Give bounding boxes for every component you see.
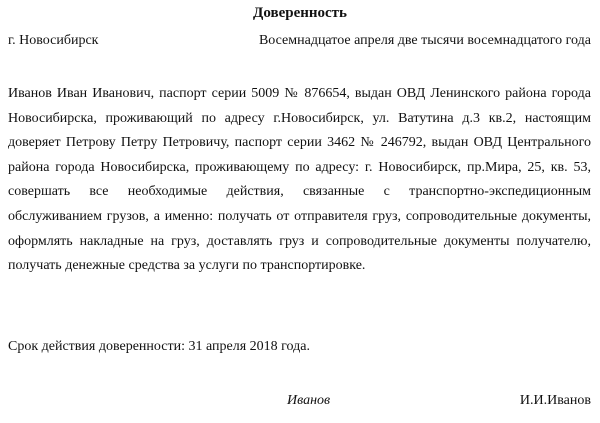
place-date-line <box>8 32 591 50</box>
document-place: г. Новосибирск <box>8 33 99 48</box>
signatory-initials: И.И.Иванов <box>519 393 591 408</box>
validity-period: Срок действия доверенности: 31 апреля 2018 года. <box>8 339 310 354</box>
document-body: Иванов Иван Иванович, паспорт серии 5009 № 876654, выдан ОВД Ленинского района города Новосибирска, проживающий по адресу г.Новосибирск, ул. Ватутина д.3 кв.2, настоящим доверяет Петрову Петру Петровичу, паспорт серии 3462 № 246792, выдан ОВД Центрального района города Новосибирска, проживающему по адресу: г. Новосибирск, пр.Мира, 25, кв. 53, совершать все необходимые действия, связанные с транспортно-экспедиционным обслуживанием грузов, а именно: получать от отправителя груз, сопроводительные документы, оформлять накладные на груз, доставлять груз и сопроводительные документы получателю, получать денежные средства за услуги по транспортировке. <box>8 86 591 274</box>
document-date: Восемнадцатое апреля две тысячи восемнадцатого года <box>258 33 591 48</box>
signature: Иванов <box>287 393 331 408</box>
document-title: Доверенность <box>253 5 347 21</box>
